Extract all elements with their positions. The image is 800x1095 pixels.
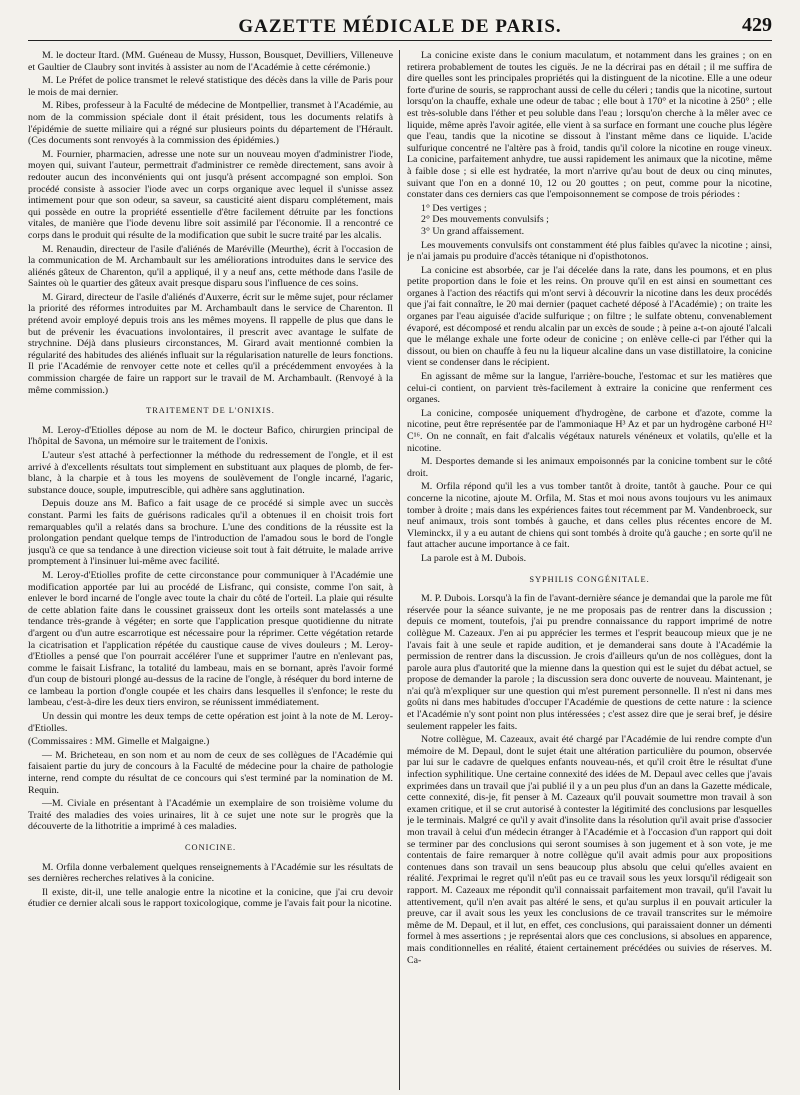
- paragraph: M. Fournier, pharmacien, adresse une note sur un nouveau moyen d'administrer l'iode, moyen qui, suivant l'auteur, permettrait d'administrer ce remède directement, sans avoir à redouter aucun des inconvénients qui ont jusqu'à présent accompagné son emploi. Son procédé consiste à associer l'iode avec un corps organique avec lequel il s'unisse assez intimement pour que son odeur, sa saveur, sa causticité aient disparu complétement, mais qui possède en outre la propriété essentielle d'être facilement détruite par les fonctions vitales, de manière que l'iode devenu libre soit assimilé par l'économie. Il a rencontré ce corps dans le produit qui résulte de la modification que subit le sucre traité par les alcalis.: [28, 148, 393, 241]
- paragraph: M. Desportes demande si les animaux empoisonnés par la conicine tombent sur le côté droit.: [407, 456, 772, 479]
- paragraph: L'auteur s'est attaché à perfectionner la méthode du redressement de l'ongle, et il est arrivé à d'excellents résultats tout simplement en substituant aux plaques de plomb, de fer-blanc, à la charpie et à tous les moyens de soulèvement de l'ongle incarné, l'agaric, substance douce, souple, imputrescible, qui adhère sans agglutination.: [28, 450, 393, 496]
- paragraph: La conicine, composée uniquement d'hydrogène, de carbone et d'azote, comme la nicotine, peut être représentée par de l'ammoniaque H³ Az et par un hydrogène carboné H¹² C¹⁶. On ne connaît, en fait d'alcalis végétaux naturels vénéneux et volatils, qu'elle et la nicotine.: [407, 407, 772, 454]
- paragraph: M. Leroy-d'Etiolles dépose au nom de M. le docteur Bafico, chirurgien principal de l'hôpital de Savona, un mémoire sur le traitement de l'onixis.: [28, 424, 393, 448]
- right-paragraphs-group-2: [407, 240, 772, 565]
- paragraph: —M. Civiale en présentant à l'Académie un exemplaire de son troisième volume du Traité des maladies des voies urinaires, lit à ce sujet une note sur le progrès que la découverte de la lithotritie a imprimé à ces maladies.: [28, 798, 393, 833]
- page-number: 429: [742, 14, 772, 36]
- paragraph: La parole est à M. Dubois.: [421, 552, 527, 564]
- paragraph: — M. Bricheteau, en son nom et au nom de ceux de ses collègues de l'Académie qui faisaient partie du jury de concours à la Faculté de médecine pour la chaire de pathologie interne, rend compte du résultat de ce concours qui s'est terminé par la nomination de M. Requin.: [28, 749, 393, 796]
- period-item: 1° Des vertiges ;: [421, 202, 487, 214]
- paragraph: Notre collègue, M. Cazeaux, avait été chargé par l'Académie de lui rendre compte d'un mémoire de M. Depaul, dont le sujet était une altération particulière du poumon, observée par lui sur le cadavre de quelques enfants nouveau-nés, et qu'il croit être le résultat d'une infection syphilitique. Une certaine connexité des idées de M. Depaul avec celles que j'avais exprimées dans un travail que j'ai publié il y a un peu plus d'un an dans la Gazette médicale, cette connexité, dis-je, fit penser à M. Cazeaux qu'il pouvait soumettre mon travail à son examen critique, et il se crut autorisé à contester la légitimité des conclusions par lesquelles je le terminais. Malgré ce qu'il y avait d'insolite dans la résolution qu'il avait prise d'associer mon travail à celui d'un médecin étranger à l'Académie et à l'occasion d'un rapport qui doit se terminer par des conclusions qui seront soumises à son jugement et à son vote, je me contentais de faire remarquer à notre collègue qu'il avait admis pour aux propositions contenues dans son travail un sens beaucoup plus absolu que celui qu'elles avaient en réalité. J'exprimai le regret qu'il n'eût pas eu ce travail sous les yeux lorsqu'il rédigeait son rapport. M. Cazeaux me répondit qu'il connaissait parfaitement mon travail, qu'il l'avait lu attentivement, qu'il n'en avait pas altéré le sens, et qu'au surplus il en pouvait articuler la preuve, car il avait sous les yeux les conclusions de ce travail transcrites sur le mémoire même de M. Depaul, et il lut, en effet, ces conclusions, qui paraissaient donner un démenti formel à mes assertions ; je représentai alors que ces conclusions, si absolues en apparence, mais conditionnelles en réalité, étaient certainement précédées ou suivies de réserves. M. Ca-: [407, 734, 772, 966]
- paragraph: M. Renaudin, directeur de l'asile d'aliénés de Maréville (Meurthe), écrit à l'occasion de la communication de M. Archambault sur les améliorations introduites dans le service des aliénés gâteux de Charenton, qu'il a appliqué, il y a neuf ans, cette méthode dans l'asile de Saintes où le quartier des gâteux avait presque disparu sous l'influence de ces soins.: [28, 243, 393, 290]
- right-paragraphs-group-3: [407, 593, 772, 966]
- newspaper-title: GAZETTE MÉDICALE DE PARIS.: [238, 16, 562, 37]
- section-heading-onixis: TRAITEMENT DE L'ONIXIS.: [146, 406, 275, 416]
- period-item: 3° Un grand affaissement.: [421, 225, 525, 237]
- paragraph: M. Girard, directeur de l'asile d'aliénés d'Auxerre, écrit sur le même sujet, pour réclamer la priorité des réformes introduites par M. Archambault dans le service de Charenton. Il prétend avoir employé depuis trois ans les mêmes moyens. Il rappelle de plus que dans le but de prévenir les évacuations involontaires, il prescrit avec avantage le sulfate de strychnine. Déjà dans plusieurs circonstances, M. Girard avait mentionné combien la régularité des habitudes des aliénés influait sur la régularisation naturelle de leurs fonctions. Il prie l'Académie de renvoyer cette note et celles qu'il a précédemment envoyées à la commission chargée de faire un rapport sur le travail de M. Archambault. (Renvoyé à la même commission.): [28, 291, 393, 396]
- page-header: [28, 14, 772, 41]
- paragraph: M. le docteur Itard. (MM. Guéneau de Mussy, Husson, Bousquet, Devilliers, Villeneuve et Gaultier de Claubry sont invités à assister au nom de l'Académie à cette cérémonie.): [28, 50, 393, 73]
- paragraph: M. Ribes, professeur à la Faculté de médecine de Montpellier, transmet à l'Académie, au nom de la commission spéciale dont il était président, tous les documents relatifs à l'épidémie de suette miliaire qui a régné sur plusieurs points du département de l'Hérault. (Ces documents sont renvoyés à la commission des épidémies.): [28, 100, 393, 147]
- right-paragraphs-group-1: [407, 50, 772, 201]
- paragraph: Il existe, dit-il, une telle analogie entre la nicotine et la conicine, que j'ai cru devoir étudier ce dernier alcali sous le rapport toxicologique, comme je l'avais fait pour la nicotine.: [28, 886, 393, 910]
- period-item: 2° Des mouvements convulsifs ;: [421, 214, 549, 226]
- left-paragraphs-group-2: [28, 425, 393, 734]
- right-column: [407, 50, 772, 1090]
- paragraph: M. Orfila répond qu'il les a vus tomber tantôt à droite, tantôt à gauche. Pour ce qui concerne la nicotine, ajoute M. Orfila, M. Stas et moi nous avons toujours vu les animaux tomber à droite ; mais dans les expériences faites tout récemment par M. Vandenbroeck, sur neuf animaux, trois sont tombés à gauche, et dans celles plus récentes encore de M. Vleminckx, il y a eu autant de chiens qui sont tombés à droite qu'à gauche ; en sorte qu'il ne faut attacher aucune importance à ce fait.: [407, 481, 772, 551]
- section-heading-syphilis: SYPHILIS CONGÉNITALE.: [529, 574, 650, 584]
- paragraph: M. P. Dubois. Lorsqu'à la fin de l'avant-dernière séance je demandai que la parole me fût réservée pour la séance suivante, je ne me proposais pas de rentrer dans la discussion ; depuis ce moment, toutefois, j'ai pu prendre connaissance du rapport imprimé de notre collègue M. Cazeaux. J'en ai pu apprécier les termes et l'esprit beaucoup mieux que je ne l'avais fait à une seule et rapide audition, et je demanderai sans doute à l'Académie la permission de rentrer dans la discussion. Je crois d'ailleurs qu'un de nos collègues, dont la parole aura plus d'autorité que la mienne dans la question qui est le sujet du débat actuel, se propose de demander la parole ; la discussion sera donc ouverte de nouveau. Maintenant, je n'ai qu'à m'expliquer sur une question qui m'est purement personnelle. Il n'est ni dans mes goûts ni dans mes habitudes d'occuper l'Académie de questions de cette nature : la science et l'Académie n'y sont point non plus intéressées ; c'est assez dire que je serai bref, je désire seulement rappeler les faits.: [407, 593, 772, 732]
- paragraph: La conicine existe dans le conium maculatum, et notamment dans les graines ; on en retirera probablement de toutes les ciguës. Je ne la décrirai pas en détail ; il me suffira de dire quelles sont les principales propriétés qui la distinguent de la nicotine. Elle a une odeur forte d'urine de souris, se rapprochant aussi de celle du céleri ; tandis que la nicotine, surtout lorsqu'on la chauffe, exhale une odeur de tabac ; elle bout à 170° et la nicotine à 250° ; elle est très-soluble dans l'éther et peu soluble dans l'eau ; lorsqu'on cherche à la mêler avec ce liquide, même après l'avoir agitée, elle vient à sa surface en formant une couche plus légère que l'eau, tandis que la nicotine se dissout à l'instant même dans ce liquide. L'acide sulfurique concentré ne l'altère pas à froid, tandis qu'il colore la nicotine en rouge vineux. La conicine, parfaitement anhydre, tue aussi rapidement les animaux que la nicotine, même à faible dose ; si elle est hydratée, la mort n'arrive qu'au bout de deux ou cinq minutes, suivant que l'on en a donné 10, 12 ou 20 gouttes ; on peut, comme pour la nicotine, constater dans ces derniers cas que l'empoisonnement se compose de trois périodes :: [407, 50, 772, 201]
- left-paragraphs-group-3: [28, 750, 393, 833]
- left-paragraphs-group-1: [28, 50, 393, 396]
- left-column: [28, 50, 393, 1090]
- left-paragraphs-group-4: [28, 862, 393, 910]
- paragraph: M. Leroy-d'Etiolles profite de cette circonstance pour communiquer à l'Académie une modification apportée par lui au procédé de Lisfranc, qui consiste, comme l'on sait, à enlever le bord incarné de l'ongle avec toute la chair du côté de l'orteil. La plaie qui résulte de cette ablation faite dans le coussinet graisseux dont les orteils sont matelassés a une tendance très-grande à végéter; en sorte que l'application presque quotidienne du nitrate d'argent ou d'un autre escarrotique est nécessaire pour la réprimer. Cette végétation retarde la cicatrisation et l'application répétée du caustique cause de vives douleurs ; M. Leroy-d'Etiolles a pensé que l'on pourrait accélérer l'une et supprimer l'autre en n'enlevant pas, comme le faisait Lisfranc, la totalité du lambeau, mais en se bornant, après l'avoir formé d'un coup de bistouri plongé au-dessus de la racine de l'ongle, à réséquer du bord interne de ce lambeau la portion d'ongle coupée et les chairs dans lesquelles il s'enfonce; le reste du lambeau, c'est-à-dire les deux tiers environ, se réunissent immédiatement.: [28, 569, 393, 709]
- paragraph: En agissant de même sur la langue, l'arrière-bouche, l'estomac et sur les matières que celui-ci contient, on parvient très-facilement à extraire la conicine que renferment ces organes.: [407, 371, 772, 406]
- paragraph: M. Le Préfet de police transmet le relevé statistique des décès dans la ville de Paris pour le mois de mai dernier.: [28, 75, 393, 98]
- paragraph: La conicine est absorbée, car je l'ai décelée dans la rate, dans les poumons, et en plus petite proportion dans le foie et les reins. On prouve qu'il en est ainsi en soumettant ces organes à l'action des réactifs qui m'ont servi à découvrir la nicotine dans les deux procédés que j'ai fait connaître, le 20 mai dernier (paquet cacheté déposé à l'Académie) ; on traite les organes par l'eau aiguisée d'acide sulfurique ; on filtre ; le sulfate obtenu, convenablement évaporé, est décomposé et rendu alcalin par un excès de soude ; à peine a-t-on ajouté l'alcali que le mélange exhale une forte odeur de conicine ; on enlève celle-ci par l'éther qui la dissout, ou bien on chauffe à feu nu la liqueur alcaline dans un vase distillatoire, la conicine vient se condenser dans le récipient.: [407, 264, 772, 369]
- paragraph: Depuis douze ans M. Bafico a fait usage de ce procédé si simple avec un succès constant. Parmi les faits de guérisons radicales qu'il a obtenues il en choisit trois fort remarquables qu'il a relatés dans sa brochure. L'une des conditions de la réussite est la prolongation pendant quelque temps de l'introduction de l'amadou sous le bord de l'ongle jusqu'à ce que sa tendance à une direction vicieuse soit tout à fait détruite, le malade arrive promptement à l'insinuer lui-même avec facilité.: [28, 498, 393, 568]
- section-heading-conicine: CONICINE.: [184, 843, 237, 852]
- commissaires-line: (Commissaires : MM. Gimelle et Malgaigne.): [28, 736, 210, 748]
- column-divider: [399, 50, 400, 1090]
- paragraph: M. Orfila donne verbalement quelques renseignements à l'Académie sur les résultats de ses dernières recherches relatives à la conicine.: [28, 861, 393, 885]
- poisoning-periods-list: [407, 203, 772, 238]
- paragraph: Les mouvements convulsifs ont constamment été plus faibles qu'avec la nicotine ; ainsi, je n'ai jamais pu produire d'accès tétanique ni d'opisthotonos.: [407, 239, 772, 263]
- paragraph: Un dessin qui montre les deux temps de cette opération est joint à la note de M. Leroy-d'Etiolles.: [28, 711, 393, 734]
